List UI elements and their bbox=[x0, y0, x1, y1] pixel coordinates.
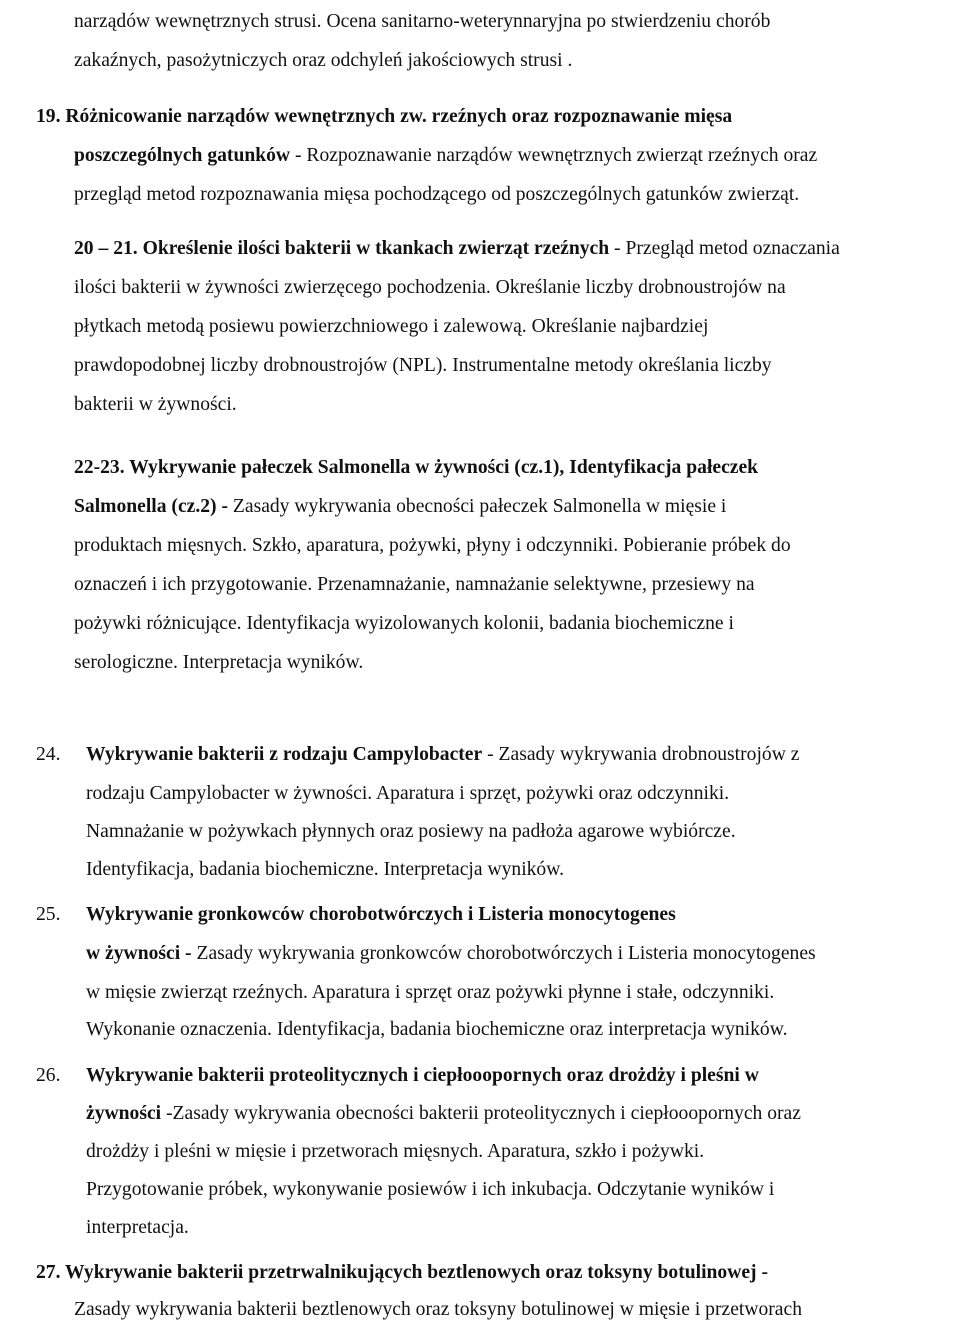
section-24-number: 24. bbox=[36, 744, 61, 765]
text-line: interpretacja. bbox=[86, 1217, 189, 1238]
text-span: - Zasady wykrywania drobnoustrojów z bbox=[482, 744, 800, 765]
section-20-heading: 20 – 21. Określenie ilości bakterii w tkankach zwierząt rzeźnych bbox=[74, 238, 610, 259]
text-line: Przygotowanie próbek, wykonywanie posiewów i ich inkubacja. Odczytanie wyników i bbox=[86, 1179, 775, 1200]
text-span: -Zasady wykrywania obecności bakterii proteolitycznych i ciepłooopornych oraz bbox=[161, 1103, 801, 1124]
text-line: Namnażanie w pożywkach płynnych oraz posiewy na padłoża agarowe wybiórcze. bbox=[86, 821, 736, 842]
text-line: oznaczeń i ich przygotowanie. Przenamnażanie, namnażanie selektywne, przesiewy na bbox=[74, 574, 755, 595]
text-line bbox=[74, 494, 726, 520]
text-span: - Rozpoznawanie narządów wewnętrznych zwierząt rzeźnych oraz bbox=[290, 145, 818, 166]
text-line bbox=[74, 143, 817, 169]
section-22-heading-cont: Salmonella (cz.2) - bbox=[74, 496, 228, 517]
text-span: - Przegląd metod oznaczania bbox=[609, 238, 840, 259]
text-line: rodzaju Campylobacter w żywności. Aparatura i sprzęt, pożywki oraz odczynniki. bbox=[86, 783, 730, 804]
text-line: pożywki różnicujące. Identyfikacja wyizolowanych kolonii, badania biochemiczne i bbox=[74, 613, 734, 634]
section-25-heading-cont: w żywności - bbox=[86, 943, 192, 964]
text-line: bakterii w żywności. bbox=[74, 394, 237, 415]
text-line: zakaźnych, pasożytniczych oraz odchyleń jakościowych strusi . bbox=[74, 50, 573, 71]
section-19-heading: 19. Różnicowanie narządów wewnętrznych zw. rzeźnych oraz rozpoznawanie mięsa bbox=[36, 106, 733, 127]
text-line: Zasady wykrywania bakterii beztlenowych oraz toksyny botulinowej w mięsie i przetworach bbox=[74, 1299, 803, 1320]
text-line: produktach mięsnych. Szkło, aparatura, pożywki, płyny i odczynniki. Pobieranie próbek do bbox=[74, 535, 791, 556]
text-line bbox=[86, 742, 799, 768]
text-line: drożdży i pleśni w mięsie i przetworach mięsnych. Aparatura, szkło i pożywki. bbox=[86, 1141, 705, 1162]
text-line: narządów wewnętrznych strusi. Ocena sanitarno-weterynnaryjna po stwierdzeniu chorób bbox=[74, 11, 771, 32]
section-22-heading: 22-23. Wykrywanie pałeczek Salmonella w żywności (cz.1), Identyfikacja pałeczek bbox=[74, 457, 759, 478]
text-span: Zasady wykrywania gronkowców chorobotwórczych i Listeria monocytogenes bbox=[191, 943, 816, 964]
section-25-number: 25. bbox=[36, 904, 61, 925]
text-line: Wykonanie oznaczenia. Identyfikacja, badania biochemiczne oraz interpretacja wyników. bbox=[86, 1019, 788, 1040]
text-line: w mięsie zwierząt rzeźnych. Aparatura i sprzęt oraz pożywki płynne i stałe, odczynniki. bbox=[86, 982, 775, 1003]
section-26-heading: Wykrywanie bakterii proteolitycznych i ciepłooopornych oraz drożdży i pleśni w bbox=[86, 1065, 759, 1086]
text-line bbox=[86, 941, 816, 967]
text-line: płytkach metodą posiewu powierzchniowego i zalewową. Określanie najbardziej bbox=[74, 316, 709, 337]
text-line: ilości bakterii w żywności zwierzęcego pochodzenia. Określanie liczby drobnoustrojów na bbox=[74, 277, 786, 298]
section-20-heading-line bbox=[74, 236, 840, 262]
section-24-heading: Wykrywanie bakterii z rodzaju Campylobacter bbox=[86, 744, 483, 765]
text-span: Zasady wykrywania obecności pałeczek Salmonella w mięsie i bbox=[228, 496, 727, 517]
section-25-heading: Wykrywanie gronkowców chorobotwórczych i Listeria monocytogenes bbox=[86, 904, 676, 925]
section-26-heading-cont: żywności bbox=[86, 1103, 162, 1124]
section-19-heading-cont: poszczególnych gatunków bbox=[74, 145, 291, 166]
text-line: przegląd metod rozpoznawania mięsa pochodzącego od poszczególnych gatunków zwierząt. bbox=[74, 184, 800, 205]
text-line bbox=[86, 1101, 801, 1127]
text-line: Identyfikacja, badania biochemiczne. Interpretacja wyników. bbox=[86, 859, 565, 880]
section-27-heading: 27. Wykrywanie bakterii przetrwalnikujących beztlenowych oraz toksyny botulinowej - bbox=[36, 1262, 769, 1283]
text-line: prawdopodobnej liczby drobnoustrojów (NPL). Instrumentalne metody określania liczby bbox=[74, 355, 772, 376]
text-line: serologiczne. Interpretacja wyników. bbox=[74, 652, 364, 673]
section-26-number: 26. bbox=[36, 1065, 61, 1086]
